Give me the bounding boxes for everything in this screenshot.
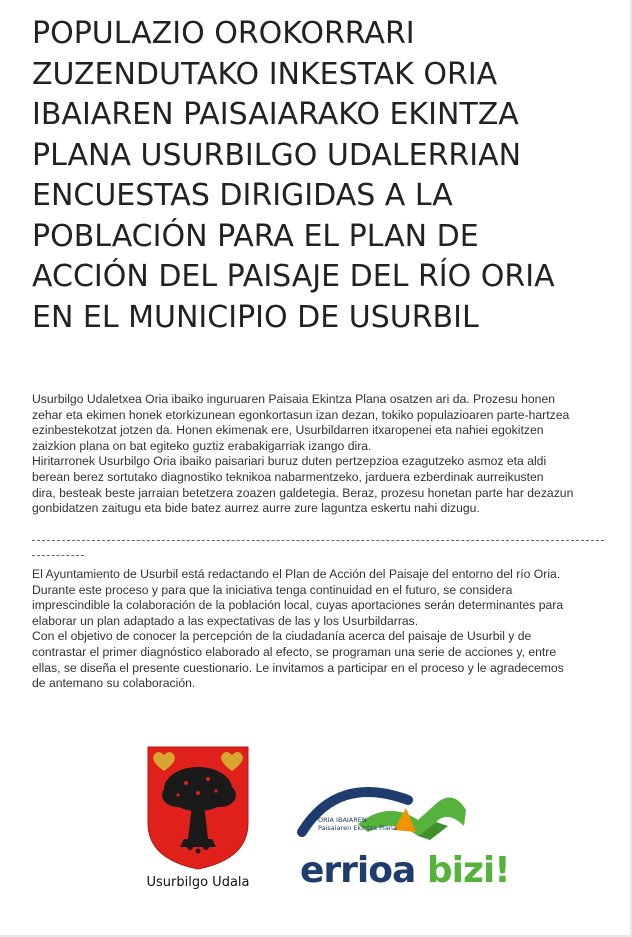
intro-spanish-line: contrastar el primer diagnóstico elaborado al efecto, se programan una serie de acciones y, entre <box>32 644 557 659</box>
intro-spanish-line: Durante este proceso y para que la iniciativa tenga continuidad en el futuro, se considera <box>32 582 513 597</box>
usurbil-council-logo <box>128 743 268 893</box>
intro-spanish-line: de antemano su colaboración. <box>32 676 196 691</box>
intro-basque-line: dira, besteak beste jarraian betetzera zoazen galdetegia. Beraz, prozesu honetan parte har dezazun <box>32 485 574 500</box>
intro-spanish <box>32 567 604 692</box>
title-line: EN EL MUNICIPIO DE USURBIL <box>32 299 479 335</box>
errioa-small-top: ORIA IBAIAREN <box>318 816 367 824</box>
errioa-wordmark: errioa bizi! <box>300 850 510 891</box>
usurbil-logo-caption: Usurbilgo Udala <box>146 875 250 890</box>
intro-spanish-line: Con el objetivo de conocer la percepción de la ciudadanía acerca del paisaje de Usurbil y de <box>32 629 532 644</box>
title-line: POBLACIÓN PARA EL PLAN DE <box>32 218 479 254</box>
intro-spanish-line: imprescindible la colaboración de la población local, cuyas aportaciones serán determinantes para <box>32 598 564 613</box>
title-line: IBAIAREN PAISAIARAKO EKINTZA <box>32 97 519 132</box>
intro-basque-line: Usurbilgo Udaletxea Oria ibaiko inguruaren Paisaia Ekintza Plana osatzen ari da. Prozesu honen <box>32 392 556 406</box>
dashed-divider <box>32 532 604 556</box>
intro-basque-line: ezinbestekotzat jotzen da. Honen ekimenak ere, Usurbildarren itxaropenei eta nahiei egokitzen <box>32 423 544 438</box>
intro-basque-line: gonbidatzen zaitugu eta bide batez aurrez aurre zure laguntza eskertu nahi dizugu. <box>32 501 480 516</box>
intro-spanish-line: El Ayuntamiento de Usurbil está redactando el Plan de Acción del Paisaje del entorno del río Oria. <box>32 567 561 581</box>
title-line: ACCIÓN DEL PAISAJE DEL RÍO ORIA <box>32 259 555 294</box>
title-line: ZUZENDUTAKO INKESTAK ORIA <box>32 56 498 92</box>
intro-basque-line: Hiritarronek Usurbilgo Oria ibaiko paisariari buruz duten pertzepzioa ezagutzeko asmoz eta aldi <box>32 454 547 469</box>
intro-spanish-line: elaborar un plan adaptado a las expectativas de las y los Usurbildarras. <box>32 613 419 628</box>
intro-basque <box>32 392 604 517</box>
errioa-small-bottom: Paisaiaren Ekintza Plana <box>318 824 397 832</box>
intro-basque-line: zaizkion plana on bat egiteko guztiz erabakigarriak izango dira. <box>32 438 372 453</box>
intro-basque-line: zehar eta ekimen honek etorkizunean egonkortasun izan dezan, tokiko populazioaren parte-hartzea <box>32 407 570 422</box>
errioa-bizi-logo <box>298 770 510 892</box>
title-line: PLANA USURBILGO UDALERRIAN <box>32 137 522 173</box>
title-line: POPULAZIO OROKORRARI <box>32 16 415 51</box>
page-title <box>32 14 612 338</box>
intro-spanish-line: ellas, se diseña el presente cuestionario. Le invitamos a participar en el proceso y le agradecemos <box>32 660 564 675</box>
dashed-divider-line <box>32 540 604 541</box>
title-line: ENCUESTAS DIRIGIDAS A LA <box>32 178 453 213</box>
intro-basque-line: berean berez sortutako diagnostiko teknikoa nabarmentzeko, jarduera ezberdinak aurreikusten <box>32 469 544 484</box>
errioa-landscape-icon <box>298 770 510 892</box>
dashed-divider-tail <box>32 555 84 556</box>
usurbil-shield-icon <box>128 743 268 873</box>
